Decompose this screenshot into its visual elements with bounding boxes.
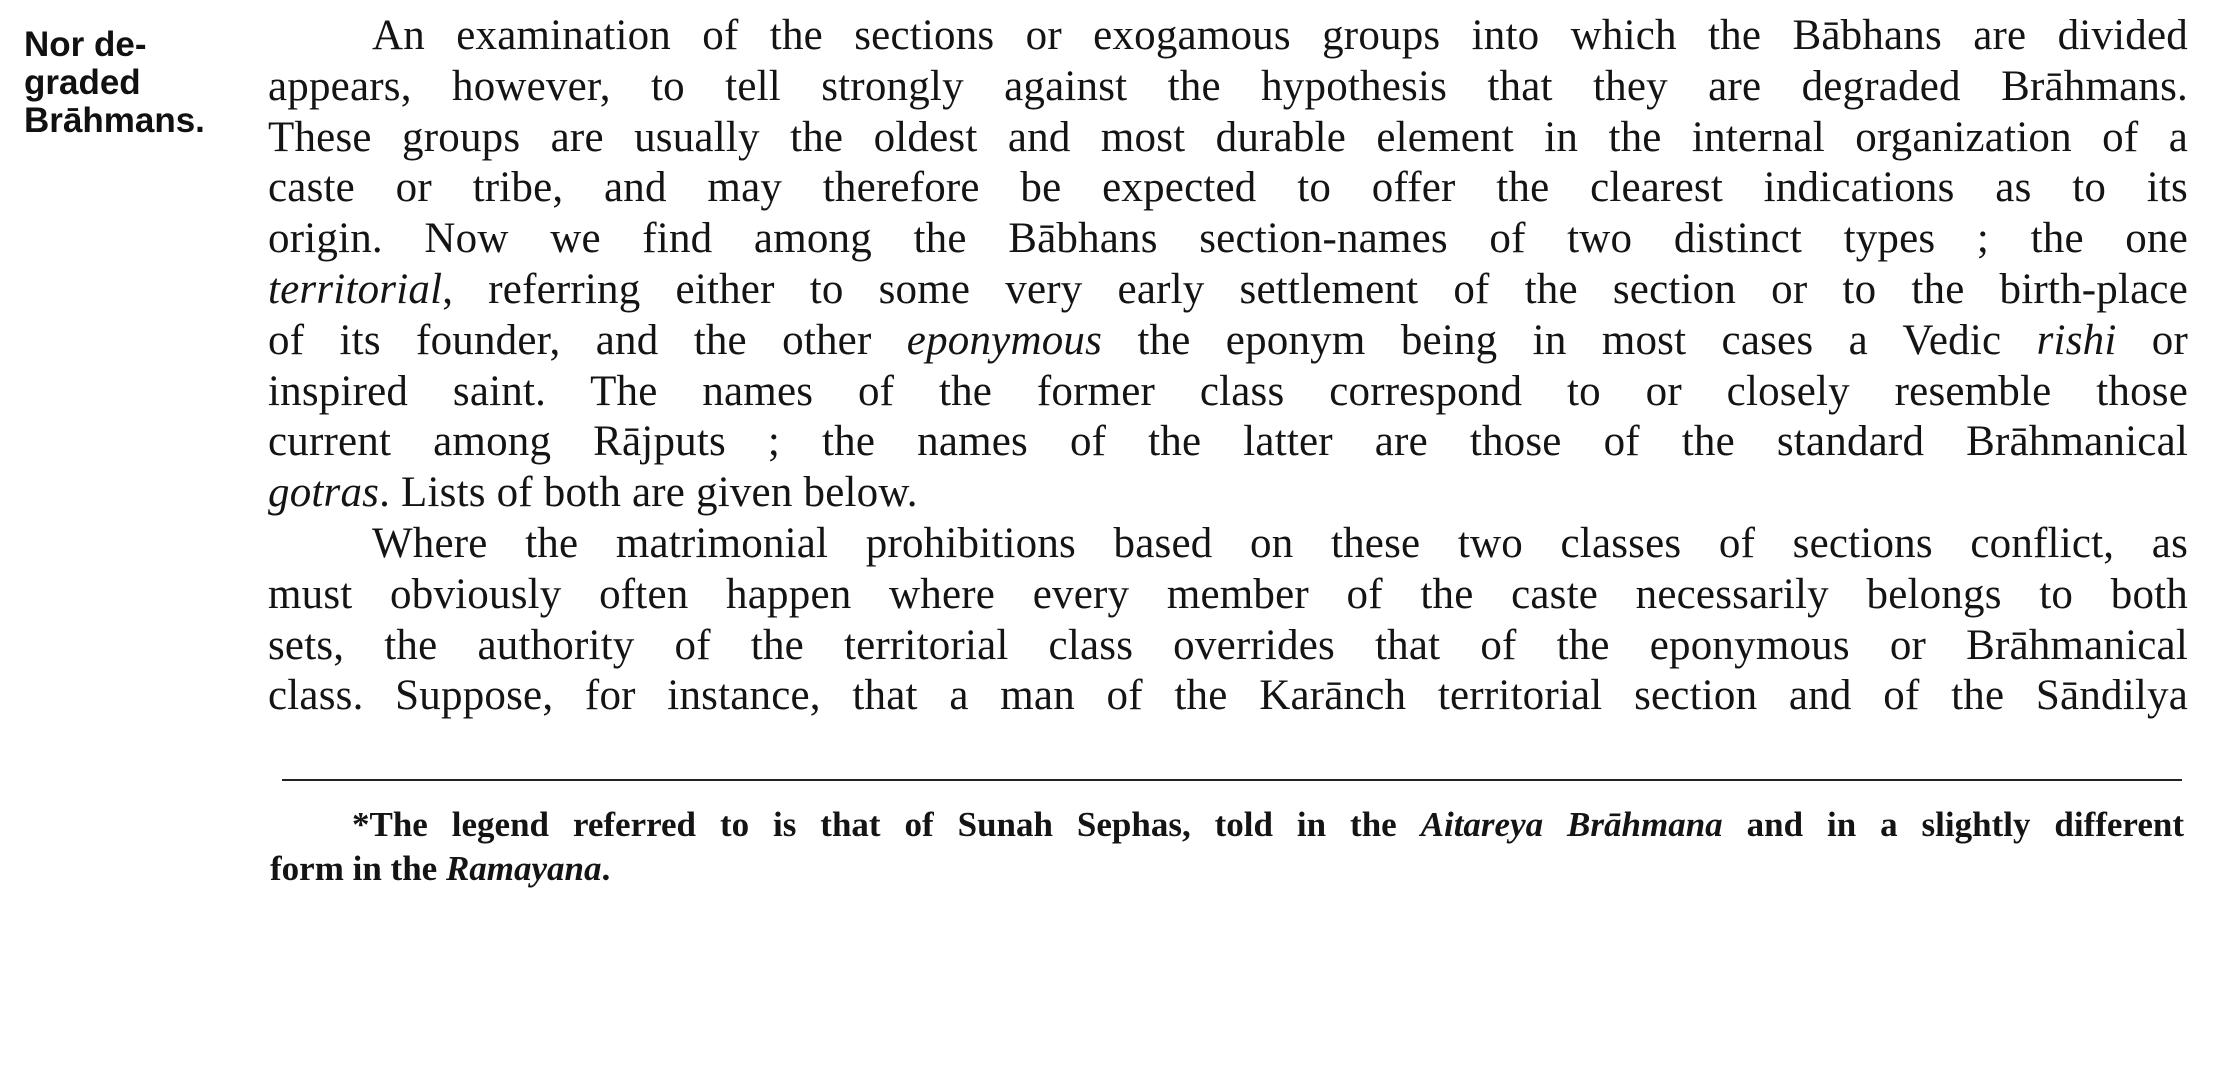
italic-term: gotras bbox=[268, 469, 380, 517]
text-line: These groups are usually the oldest and most durable element in the internal organization of a bbox=[268, 113, 2188, 161]
text-line: sets, the authority of the territorial class overrides that of the eponymous or Brāhmanical bbox=[268, 621, 2188, 669]
text-line: An examination of the sections or exogamous groups into which the Bābhans are divided bbox=[372, 12, 2188, 59]
footnote-line: *The legend referred to is that of Sunah Sephas, told in the Aitareya Brāhmana and in a slightly different bbox=[352, 805, 2184, 844]
text-line: current among Rājputs ; the names of the latter are those of the standard Brāhmanical bbox=[268, 418, 2188, 466]
footnote-line: form in the Ramayana. bbox=[270, 849, 611, 888]
text-line: caste or tribe, and may therefore be expected to offer the clearest indications as to its bbox=[268, 164, 2188, 212]
text-line: of its founder, and the other eponymous the eponym being in most cases a Vedic rishi or bbox=[268, 316, 2189, 364]
italic-title: Aitareya Brāhmana bbox=[1420, 805, 1723, 844]
text-line: gotras. Lists of both are given below. bbox=[268, 469, 918, 517]
italic-term: rishi bbox=[2036, 316, 2117, 364]
margin-note-line: Brāhmans. bbox=[24, 101, 205, 140]
main-text bbox=[268, 0, 2189, 720]
margin-note-line: graded bbox=[24, 63, 141, 102]
text-line: territorial, referring either to some very early settlement of the section or to the birth-place bbox=[268, 265, 2188, 313]
margin-note bbox=[24, 26, 274, 140]
footnote bbox=[270, 800, 2184, 888]
margin-note-line: Nor de- bbox=[24, 25, 147, 64]
text-line: origin. Now we find among the Bābhans section-names of two distinct types ; the one bbox=[268, 215, 2188, 263]
text-line: inspired saint. The names of the former class correspond to or closely resemble those bbox=[268, 367, 2188, 415]
text-line: appears, however, to tell strongly against the hypothesis that they are degraded Brāhmans. bbox=[268, 62, 2188, 110]
italic-term: eponymous bbox=[906, 316, 1103, 364]
text-line: must obviously often happen where every member of the caste necessarily belongs to both bbox=[268, 570, 2188, 618]
text-line: Where the matrimonial prohibitions based on these two classes of sections conflict, as bbox=[372, 519, 2188, 567]
footnote-divider bbox=[282, 779, 2182, 781]
text-line: class. Suppose, for instance, that a man of the Karānch territorial section and of the Sāndilya bbox=[268, 672, 2188, 720]
italic-term: territorial bbox=[268, 265, 443, 313]
italic-title: Ramayana bbox=[445, 849, 602, 888]
